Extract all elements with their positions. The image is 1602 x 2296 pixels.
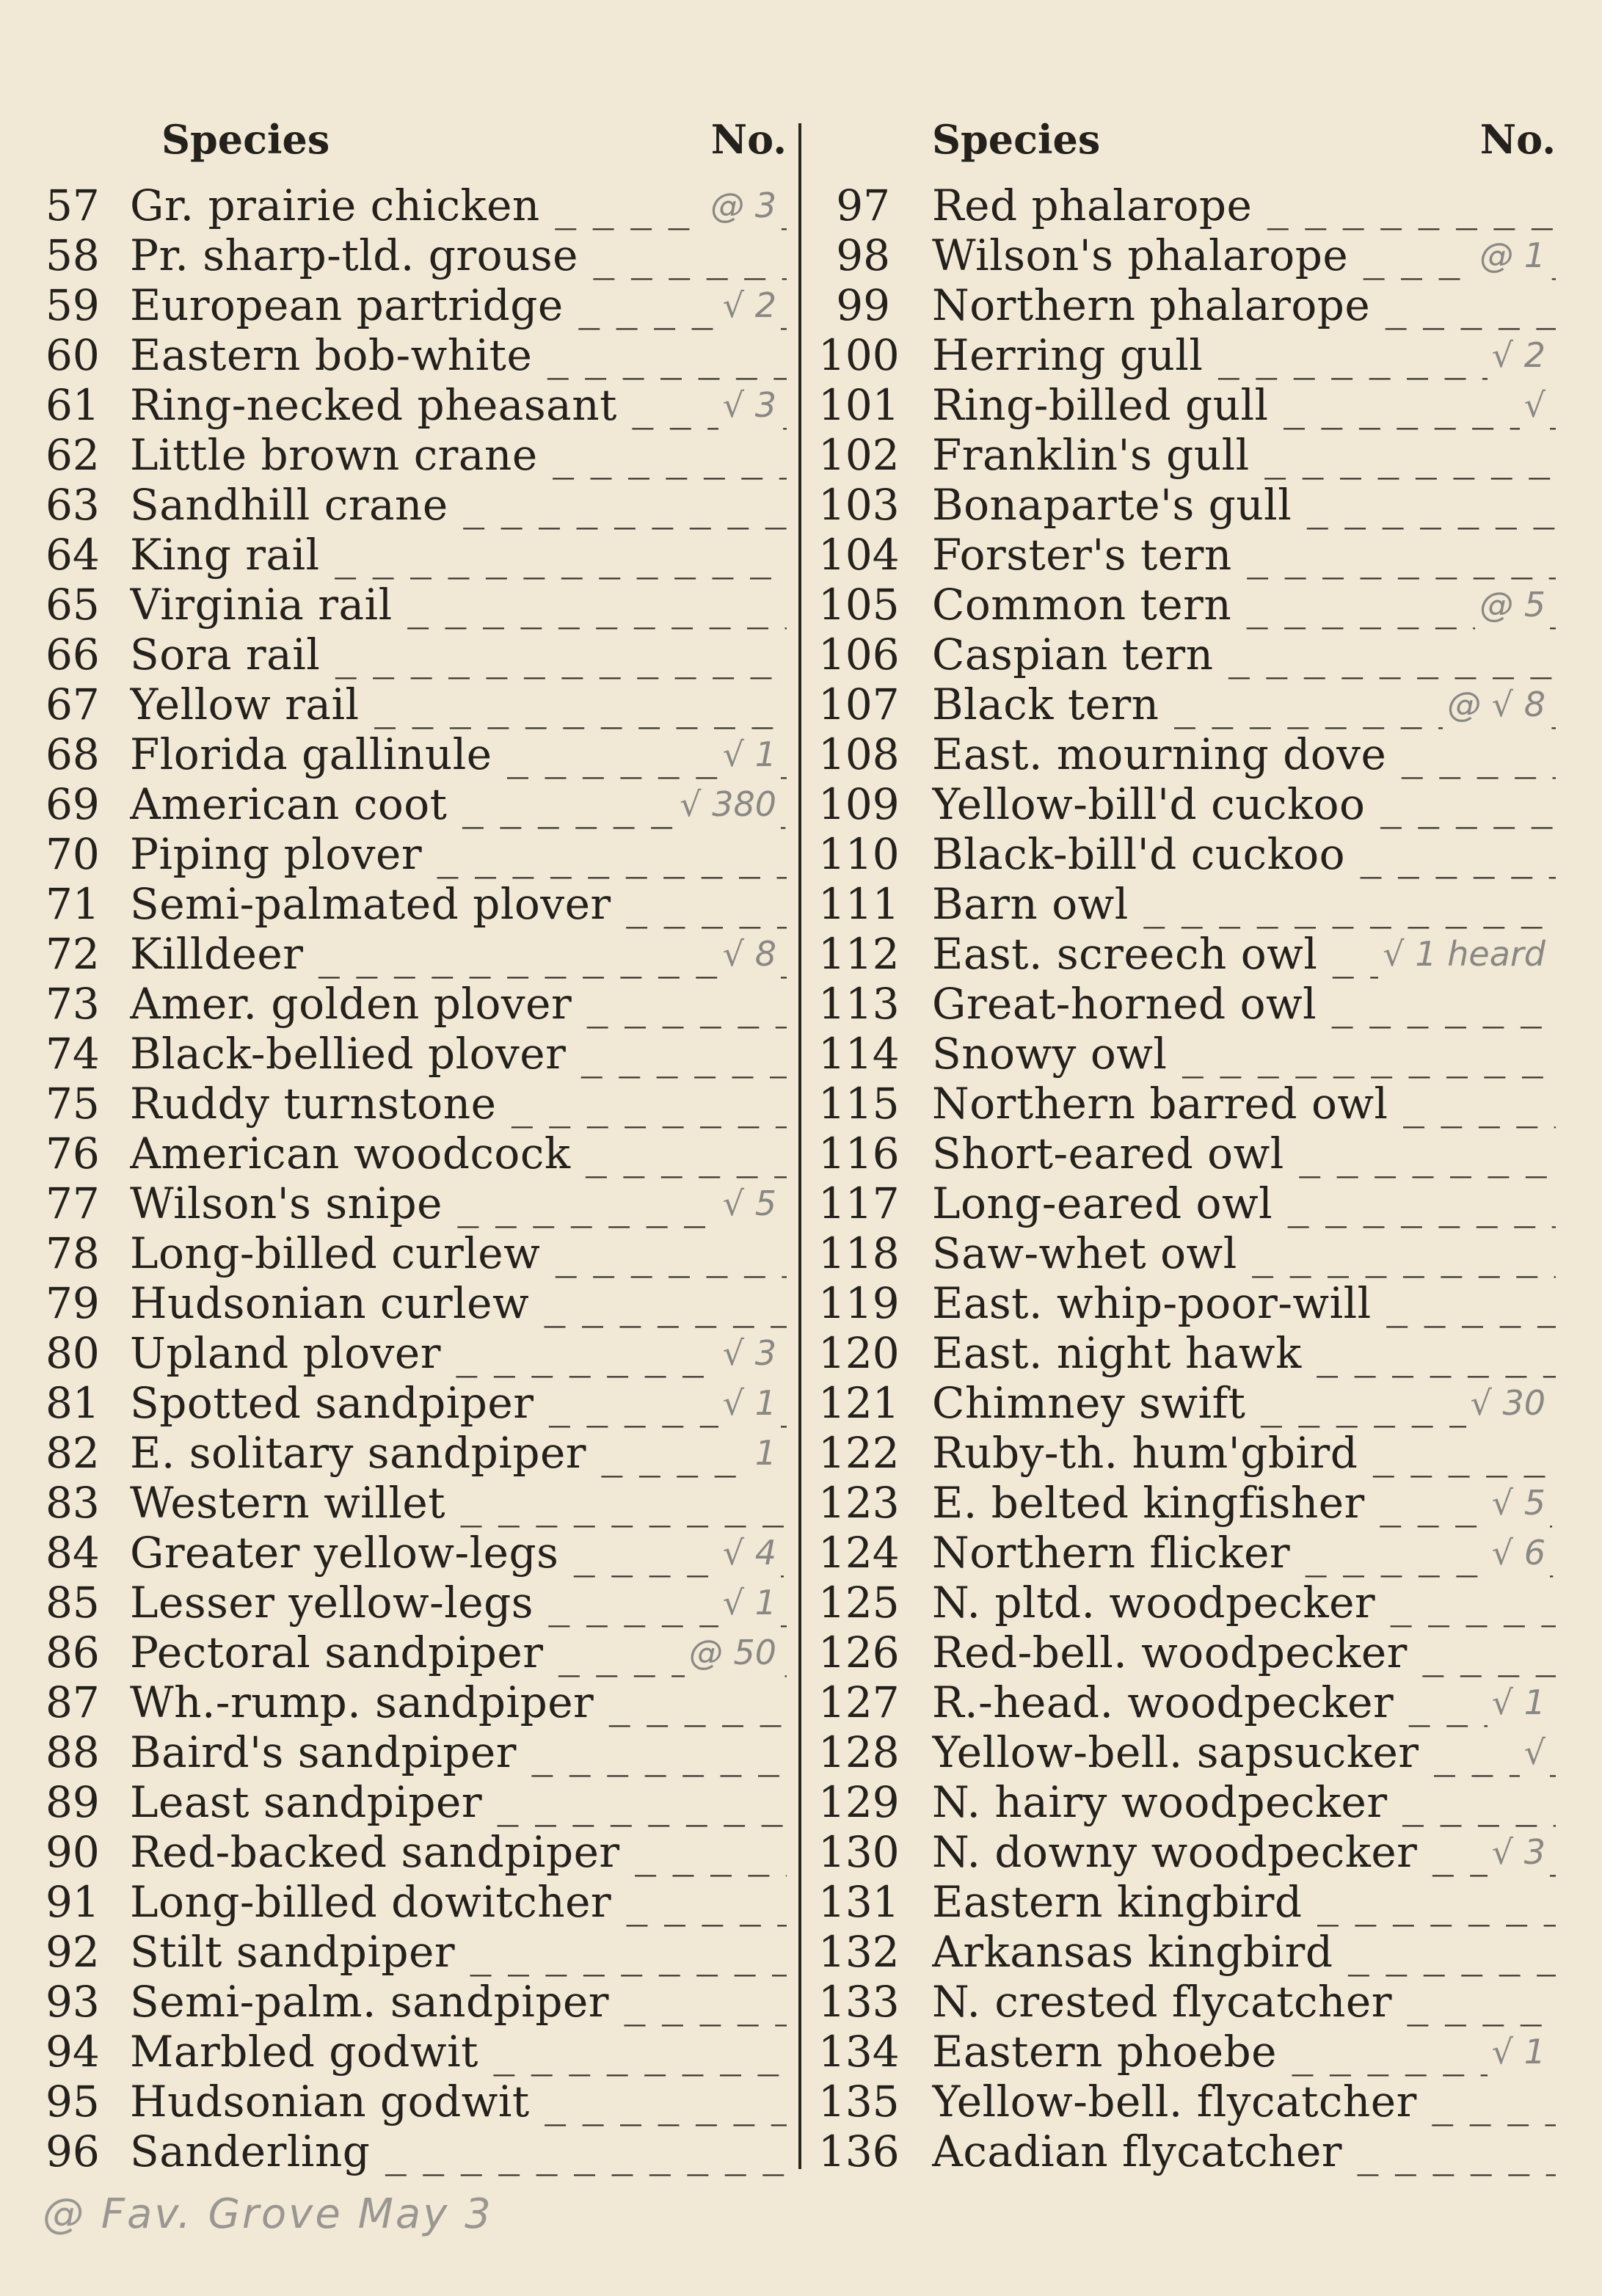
column-divider [798,123,801,2169]
species-number: 108 [818,729,900,779]
species-name: Chimney swift _ _ _ [932,1378,1556,1428]
species-number: 88 [45,1727,100,1777]
species-number: 59 [45,280,100,330]
species-number: 63 [45,480,100,530]
species-name: E. belted kingfisher _ _ _ [932,1478,1556,1528]
species-name: Spotted sandpiper _ _ _ [130,1378,787,1428]
species-number: 83 [45,1478,100,1528]
species-number: 133 [818,1977,900,2027]
left-species-list [45,181,787,2176]
species-number: 85 [45,1578,100,1628]
handwritten-count: √ 30 [1466,1378,1550,1428]
species-name: Western willet _ _ _ [130,1478,787,1528]
species-number: 97 [836,181,890,230]
species-name: Piping plover _ _ _ [130,829,787,879]
species-number: 94 [45,2027,100,2077]
species-name: Common tern _ _ _ [932,580,1556,630]
species-name: Snowy owl _ _ _ [932,1029,1556,1079]
species-name: Long-eared owl _ _ _ [932,1178,1556,1228]
species-number: 100 [818,330,900,380]
species-name: Little brown crane _ _ _ [130,430,787,480]
species-number: 95 [45,2077,100,2126]
species-number: 114 [818,1029,900,1079]
species-number: 126 [818,1628,900,1677]
species-number: 66 [45,630,100,679]
species-name: Semi-palmated plover _ _ _ [130,879,787,929]
species-number: 106 [818,630,900,679]
species-name: Amer. golden plover _ _ _ [130,979,787,1029]
handwritten-count: √ 3 [718,1328,781,1378]
species-header: Species [932,116,1101,163]
species-row [45,1278,787,1328]
species-row [45,829,787,879]
species-row [45,1079,787,1129]
species-row [818,1178,1556,1228]
species-number: 87 [45,1677,100,1727]
species-name: Bonaparte's gull _ _ _ [932,480,1556,530]
handwritten-count: √ 2 [1488,330,1550,380]
species-number: 129 [818,1777,900,1827]
species-row [818,1278,1556,1328]
species-name: Northern phalarope _ _ _ [932,280,1556,330]
species-name: King rail _ _ _ [130,530,787,580]
right-column [818,110,1556,2176]
species-number: 61 [45,380,100,430]
species-number: 127 [818,1677,900,1727]
species-row [45,230,787,280]
species-row [45,779,787,829]
species-row [818,1528,1556,1578]
species-name: Northern flicker _ _ _ [932,1528,1556,1578]
species-row [45,2077,787,2126]
species-row [818,380,1556,430]
species-row [818,1628,1556,1677]
handwritten-count: @ 1 [1475,230,1550,280]
species-row [45,1178,787,1228]
species-number: 78 [45,1228,100,1278]
species-number: 110 [818,829,900,879]
handwritten-count: 1 [751,1428,781,1478]
species-row [818,230,1556,280]
species-name: Wilson's phalarope _ _ _ [932,230,1556,280]
handwritten-count: √ 1 [718,1378,781,1428]
species-name: American woodcock _ _ _ [130,1129,787,1178]
species-row [818,1328,1556,1378]
species-name: East. whip-poor-will _ _ _ [932,1278,1556,1328]
species-row [45,1628,787,1677]
species-name: Black-bill'd cuckoo _ _ _ [932,829,1556,879]
species-name: Ruddy turnstone _ _ _ [130,1079,787,1129]
species-name: E. solitary sandpiper _ _ _ [130,1428,787,1478]
species-row [45,2027,787,2077]
species-row [818,779,1556,829]
handwritten-count: √ 1 heard [1378,929,1550,979]
species-row [45,1428,787,1478]
handwritten-count: √ 1 [1488,1677,1550,1727]
species-name: Ring-billed gull _ _ _ [932,380,1556,430]
handwritten-count: @ √ 8 [1443,679,1550,729]
species-name: N. pltd. woodpecker _ _ _ [932,1578,1556,1628]
species-number: 82 [45,1428,100,1478]
species-number: 70 [45,829,100,879]
species-number: 96 [45,2126,100,2176]
species-row [45,630,787,679]
species-row [45,1777,787,1827]
species-row [818,280,1556,330]
species-number: 101 [818,380,900,430]
species-name: Semi-palm. sandpiper _ _ _ [130,1977,787,2027]
species-row [45,879,787,929]
species-row [818,1977,1556,2027]
right-column-header [818,110,1556,181]
handwritten-count: √ 2 [718,280,781,330]
species-row [818,1677,1556,1727]
species-number: 116 [818,1129,900,1178]
species-row [45,1677,787,1727]
species-row [818,580,1556,630]
species-row [45,679,787,729]
species-name: Killdeer _ _ _ [130,929,787,979]
species-number: 135 [818,2077,900,2126]
species-name: Yellow-bell. flycatcher _ _ _ [932,2077,1556,2126]
species-number: 64 [45,530,100,580]
species-number: 91 [45,1877,100,1927]
species-name: Stilt sandpiper _ _ _ [130,1927,787,1977]
handwritten-count: √ 3 [718,380,781,430]
handwritten-count: √ 1 [718,1578,781,1628]
species-name: Forster's tern _ _ _ [932,530,1556,580]
species-row [818,2027,1556,2077]
handwritten-count: √ [1520,380,1550,430]
species-number: 113 [818,979,900,1029]
species-row [818,679,1556,729]
species-row [818,979,1556,1029]
species-name: Florida gallinule _ _ _ [130,729,787,779]
species-name: Great-horned owl _ _ _ [932,979,1556,1029]
species-name: Ruby-th. hum'gbird _ _ _ [932,1428,1556,1478]
species-row [45,530,787,580]
right-species-list [818,181,1556,2176]
species-row [818,1578,1556,1628]
species-row [818,1777,1556,1827]
handwritten-count: √ [1520,1727,1550,1777]
handwritten-count: √ 3 [1488,1827,1550,1877]
species-number: 71 [45,879,100,929]
species-number: 68 [45,729,100,779]
species-number: 130 [818,1827,900,1877]
species-number: 119 [818,1278,900,1328]
species-number: 99 [836,280,890,330]
species-row [45,1478,787,1528]
species-number: 72 [45,929,100,979]
handwritten-count: √ 5 [718,1178,781,1228]
handwritten-count: √ 5 [1488,1478,1550,1528]
species-row [818,1129,1556,1178]
species-number: 132 [818,1927,900,1977]
number-header: No. [1479,116,1556,163]
species-name: East. night hawk _ _ _ [932,1328,1556,1378]
species-name: R.-head. woodpecker _ _ _ [932,1677,1556,1727]
species-name: Eastern phoebe _ _ _ [932,2027,1556,2077]
species-number: 90 [45,1827,100,1877]
handwritten-count: √ 8 [718,929,781,979]
species-name: Gr. prairie chicken _ _ _ [130,181,787,230]
species-name: Greater yellow-legs _ _ _ [130,1528,787,1578]
species-row [45,1528,787,1578]
species-number: 103 [818,480,900,530]
species-number: 128 [818,1727,900,1777]
species-row [45,729,787,779]
species-number: 93 [45,1977,100,2027]
species-name: Sanderling _ _ _ [130,2126,787,2176]
species-number: 89 [45,1777,100,1827]
species-row [818,829,1556,879]
species-number: 104 [818,530,900,580]
handwritten-count: @ 3 [706,181,781,230]
species-number: 84 [45,1528,100,1578]
species-name: Virginia rail _ _ _ [130,580,787,630]
species-row [45,1877,787,1927]
species-name: Red phalarope _ _ _ [932,181,1556,230]
species-row [818,1927,1556,1977]
species-name: Herring gull _ _ _ [932,330,1556,380]
species-number: 122 [818,1428,900,1478]
species-number: 73 [45,979,100,1029]
species-number: 117 [818,1178,900,1228]
left-column-header [45,110,787,181]
species-name: Franklin's gull _ _ _ [932,430,1556,480]
species-name: Yellow-bill'd cuckoo _ _ _ [932,779,1556,829]
species-name: Marbled godwit _ _ _ [130,2027,787,2077]
species-row [818,1727,1556,1777]
species-name: Saw-whet owl _ _ _ [932,1228,1556,1278]
species-name: Red-backed sandpiper _ _ _ [130,1827,787,1877]
species-name: Caspian tern _ _ _ [932,630,1556,679]
species-number: 62 [45,430,100,480]
species-row [45,430,787,480]
species-name: Eastern kingbird _ _ _ [932,1877,1556,1927]
species-name: Black-bellied plover _ _ _ [130,1029,787,1079]
species-number: 121 [818,1378,900,1428]
species-row [818,1228,1556,1278]
species-name: Arkansas kingbird _ _ _ [932,1927,1556,1977]
species-row [45,1228,787,1278]
species-row [818,1029,1556,1079]
handwritten-count: @ 5 [1475,580,1550,630]
species-number: 105 [818,580,900,630]
species-number: 92 [45,1927,100,1977]
species-row [45,380,787,430]
species-row [45,280,787,330]
species-name: Red-bell. woodpecker _ _ _ [932,1628,1556,1677]
handwritten-count: √ 380 [675,779,781,829]
species-name: N. crested flycatcher _ _ _ [932,1977,1556,2027]
species-number: 120 [818,1328,900,1378]
species-name: N. downy woodpecker _ _ _ [932,1827,1556,1877]
number-header: No. [710,116,787,163]
species-number: 124 [818,1528,900,1578]
species-row [818,630,1556,679]
species-name: East. screech owl _ _ _ [932,929,1556,979]
species-row [818,1877,1556,1927]
species-name: Acadian flycatcher _ _ _ [932,2126,1556,2176]
handwritten-count: √ 4 [718,1528,781,1578]
species-name: Barn owl _ _ _ [932,879,1556,929]
species-number: 57 [45,181,100,230]
handwritten-count: √ 1 [1488,2027,1550,2077]
species-row [45,979,787,1029]
species-row [818,929,1556,979]
species-number: 125 [818,1578,900,1628]
species-number: 76 [45,1129,100,1178]
species-number: 134 [818,2027,900,2077]
species-number: 67 [45,679,100,729]
species-name: N. hairy woodpecker _ _ _ [932,1777,1556,1827]
species-row [818,1827,1556,1877]
species-row [45,1727,787,1777]
species-row [45,580,787,630]
species-name: Wilson's snipe _ _ _ [130,1178,787,1228]
species-row [45,1129,787,1178]
species-name: Upland plover _ _ _ [130,1328,787,1378]
species-name: Long-billed dowitcher _ _ _ [130,1877,787,1927]
species-row [818,430,1556,480]
species-number: 123 [818,1478,900,1528]
species-name: Wh.-rump. sandpiper _ _ _ [130,1677,787,1727]
species-number: 115 [818,1079,900,1129]
species-row [818,480,1556,530]
species-header: Species [161,116,330,163]
species-number: 136 [818,2126,900,2176]
species-row [818,530,1556,580]
handwritten-count: √ 1 [718,729,781,779]
species-number: 131 [818,1877,900,1927]
species-name: Sandhill crane _ _ _ [130,480,787,530]
species-number: 58 [45,230,100,280]
species-number: 74 [45,1029,100,1079]
species-number: 80 [45,1328,100,1378]
species-row [818,2077,1556,2126]
species-row [45,929,787,979]
species-row [818,1478,1556,1528]
species-name: European partridge _ _ _ [130,280,787,330]
species-name: Lesser yellow-legs _ _ _ [130,1578,787,1628]
species-name: Sora rail _ _ _ [130,630,787,679]
species-number: 109 [818,779,900,829]
species-name: Eastern bob-white _ _ _ [130,330,787,380]
species-name: Long-billed curlew _ _ _ [130,1228,787,1278]
species-number: 102 [818,430,900,480]
species-row [818,879,1556,929]
species-number: 86 [45,1628,100,1677]
species-name: Least sandpiper _ _ _ [130,1777,787,1827]
species-name: Pectoral sandpiper _ _ _ [130,1628,787,1677]
species-number: 118 [818,1228,900,1278]
species-name: Pr. sharp-tld. grouse _ _ _ [130,230,787,280]
species-row [818,1428,1556,1478]
species-number: 107 [818,679,900,729]
left-column [45,110,787,2176]
handwritten-count: @ 50 [685,1628,781,1677]
species-number: 112 [818,929,900,979]
species-row [818,729,1556,779]
species-name: Yellow-bell. sapsucker _ _ _ [932,1727,1556,1777]
species-name: East. mourning dove _ _ _ [932,729,1556,779]
species-number: 98 [836,230,890,280]
species-number: 75 [45,1079,100,1129]
species-name: Ring-necked pheasant _ _ _ [130,380,787,430]
species-name: Hudsonian curlew _ _ _ [130,1278,787,1328]
species-row [818,330,1556,380]
species-row [45,480,787,530]
species-name: Northern barred owl _ _ _ [932,1079,1556,1129]
species-row [45,330,787,380]
species-number: 65 [45,580,100,630]
species-row [818,181,1556,230]
species-row [45,181,787,230]
species-row [45,1328,787,1378]
species-number: 111 [818,879,900,929]
species-row [45,1927,787,1977]
species-name: Yellow rail _ _ _ [130,679,787,729]
species-number: 69 [45,779,100,829]
species-row [45,1378,787,1428]
species-row [45,1578,787,1628]
species-name: American coot _ _ _ [130,779,787,829]
species-name: Hudsonian godwit _ _ _ [130,2077,787,2126]
species-row [45,1977,787,2027]
handwritten-note: @ Fav. Grove May 3 [43,2190,493,2238]
species-number: 79 [45,1278,100,1328]
species-row [45,2126,787,2176]
species-name: Black tern _ _ _ [932,679,1556,729]
species-name: Baird's sandpiper _ _ _ [130,1727,787,1777]
species-row [818,2126,1556,2176]
species-row [818,1079,1556,1129]
species-number: 60 [45,330,100,380]
species-row [45,1827,787,1877]
species-number: 77 [45,1178,100,1228]
species-row [818,1378,1556,1428]
species-number: 81 [45,1378,100,1428]
species-name: Short-eared owl _ _ _ [932,1129,1556,1178]
handwritten-count: √ 6 [1488,1528,1550,1578]
species-row [45,1029,787,1079]
